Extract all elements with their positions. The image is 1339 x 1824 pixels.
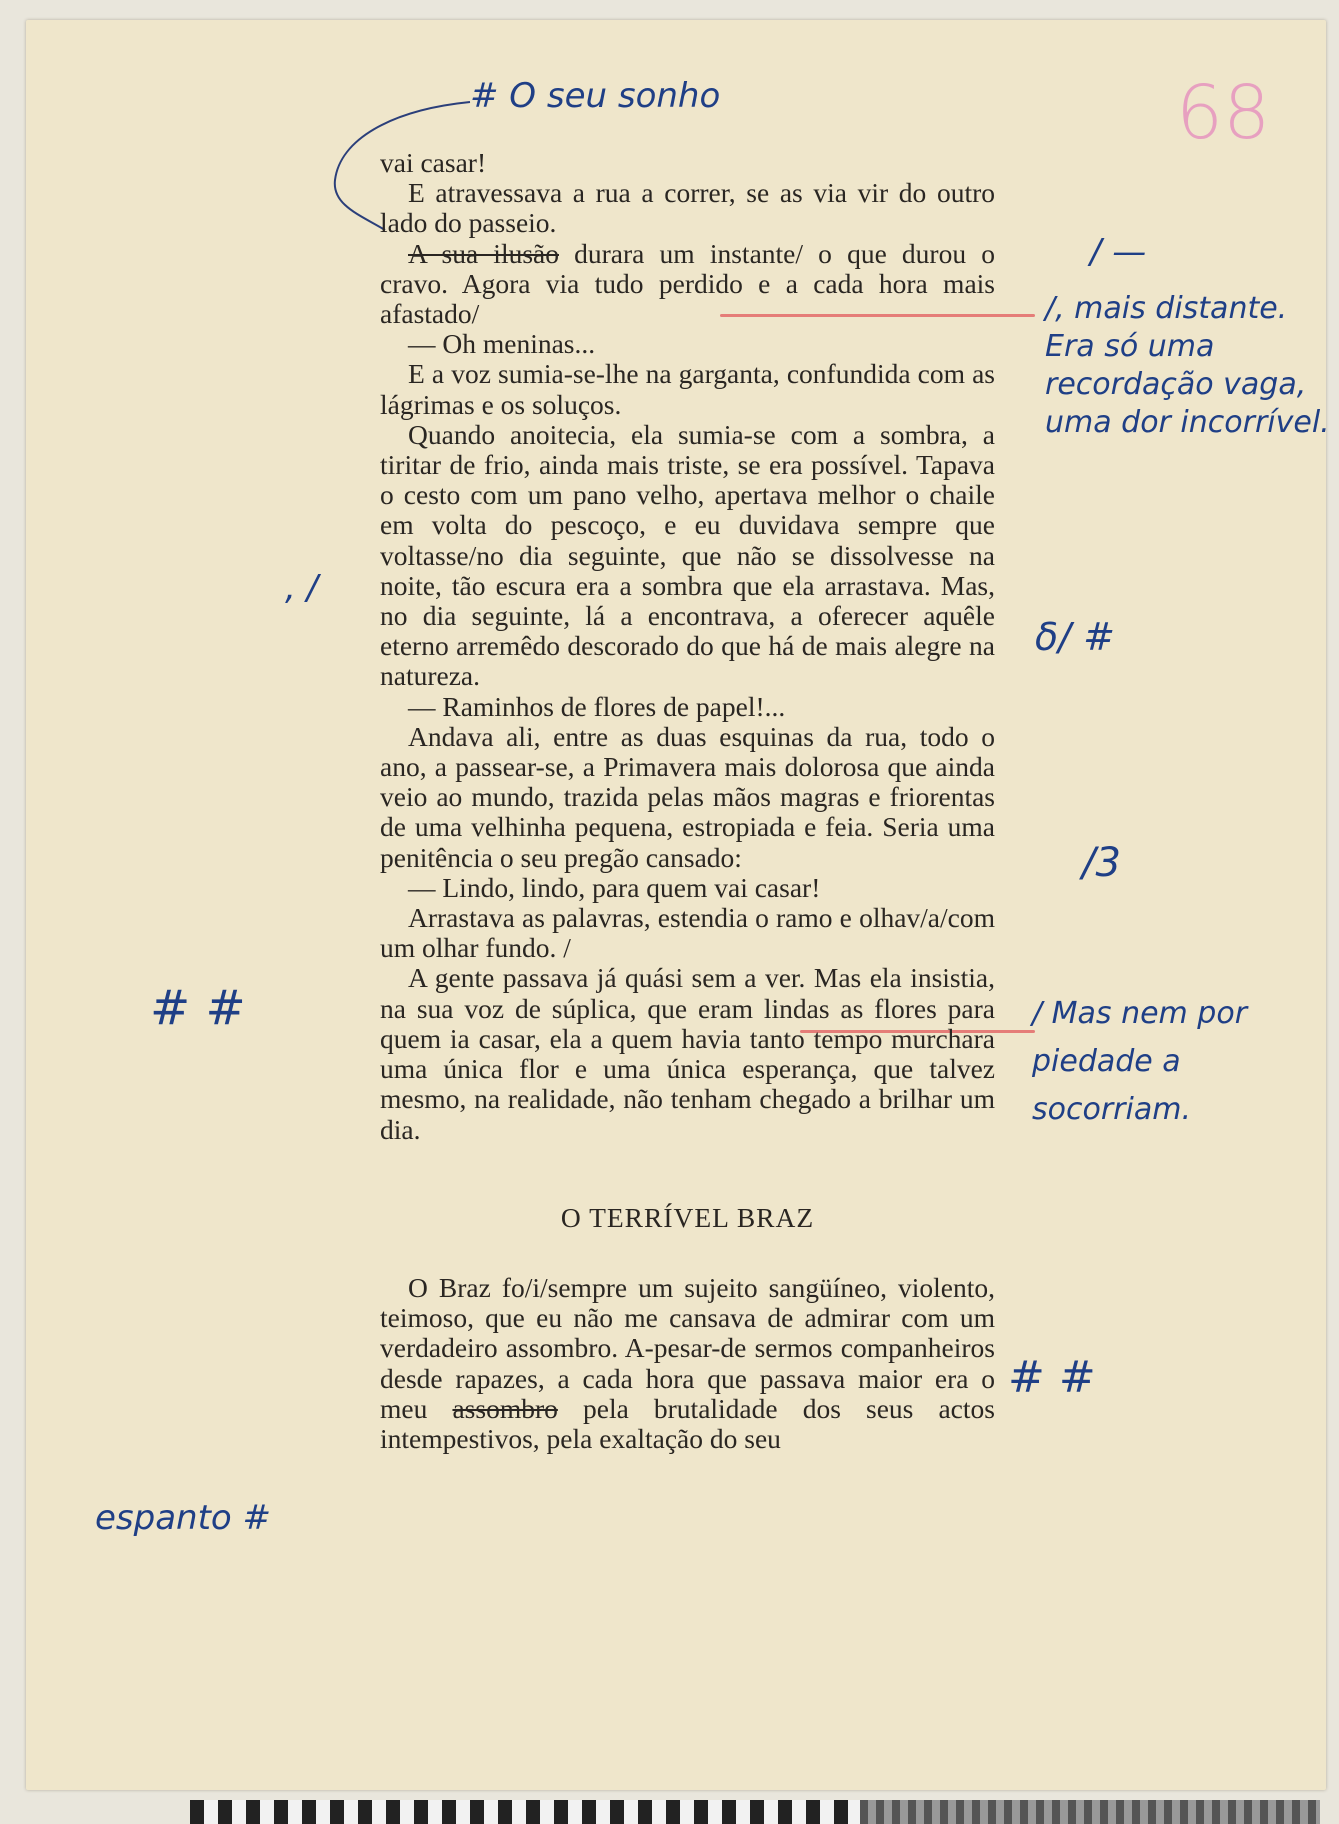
margin-note: / — xyxy=(1090,232,1147,272)
handwritten-title-note: # O seu sonho xyxy=(470,76,721,116)
margin-note: espanto # xyxy=(95,1498,272,1538)
margin-note: , / xyxy=(285,568,319,608)
paragraph xyxy=(380,1273,995,1454)
paragraph: Quando anoitecia, ela sumia-se com a sombra, a tiritar de frio, ainda mais triste, se era possível. Tapava o cesto com um pano velho, apertava melhor o chaile em volta do pescoço, e eu duvidava sempre que voltasse/no dia seguinte, que não se dissolvesse na noite, tão escura era a sombra que ela arrastava. Mas, no dia seguinte, lá a encontrava, a oferecer aquêle eterno arremêdo descorado do que há de mais alegre na natureza. xyxy=(380,418,995,692)
printed-text-block xyxy=(380,148,995,1454)
struck-text: assombro xyxy=(452,1392,558,1424)
paragraph-text: O Braz fo/i/sempre um sujeito sangüíneo, violento, teimoso, que eu não me cansava de admirar com um verdadeiro assombro. A-pesar-de sermos companheiros desde rapazes, a cada hora que passava maior era o meu xyxy=(380,1271,995,1424)
margin-note: δ/ # xyxy=(1035,615,1115,659)
paragraph-text: durara um instante/ o que durou o cravo. Agora via tudo perdido e a cada hora mais afastado/ xyxy=(380,237,995,330)
page-number: 68 xyxy=(1176,70,1271,156)
struck-text: A sua ilusão xyxy=(408,237,559,269)
paragraph: Arrastava as palavras, estendia o ramo e olhav/a/com um olhar fundo. / xyxy=(380,902,995,964)
paragraph: vai casar! xyxy=(380,147,487,178)
paragraph: — Raminhos de flores de papel!... xyxy=(408,690,786,722)
margin-note: / Mas nem por piedade a socorriam. xyxy=(1032,996,1248,1127)
margin-note: # # xyxy=(1008,1352,1096,1403)
paragraph: E atravessava a rua a correr, se as via vir do outro lado do passeio. xyxy=(380,177,995,239)
grey-scale-bar xyxy=(860,1800,1320,1824)
paragraph: Andava ali, entre as duas esquinas da rua, todo o ano, a passear-se, a Primavera mais dolorosa que ainda veio ao mundo, trazida pelas mãos magras e friorentas de uma velhinha pequena, estropiada e feia. Seria uma penitência o seu pregão cansado: xyxy=(380,720,995,873)
paragraph: — Oh meninas... xyxy=(408,328,596,360)
paragraph-text: pela brutalidade dos seus actos intempestivos, pela exaltação do seu xyxy=(380,1392,995,1454)
margin-note: # # xyxy=(150,980,246,1036)
paragraph: E a voz sumia-se-lhe na garganta, confundida com as lágrimas e os soluços. xyxy=(380,358,995,420)
paragraph xyxy=(380,239,995,330)
margin-note: /3 xyxy=(1082,840,1121,886)
margin-note: /, mais distante. Era só uma recordação vaga, uma dor incorrível. xyxy=(1045,291,1330,440)
paragraph: A gente passava já quási sem a ver. Mas ela insistia, na sua voz de súplica, que eram lindas as flores para quem ia casar, ela a quem havia tanto tempo murchara uma única flor e uma única esperança, que talvez mesmo, na realidade, não tenham chegado a brilhar um dia. xyxy=(380,962,995,1145)
section-heading: O TERRÍVEL BRAZ xyxy=(560,1201,815,1233)
paragraph: — Lindo, lindo, para quem vai casar! xyxy=(408,871,821,903)
